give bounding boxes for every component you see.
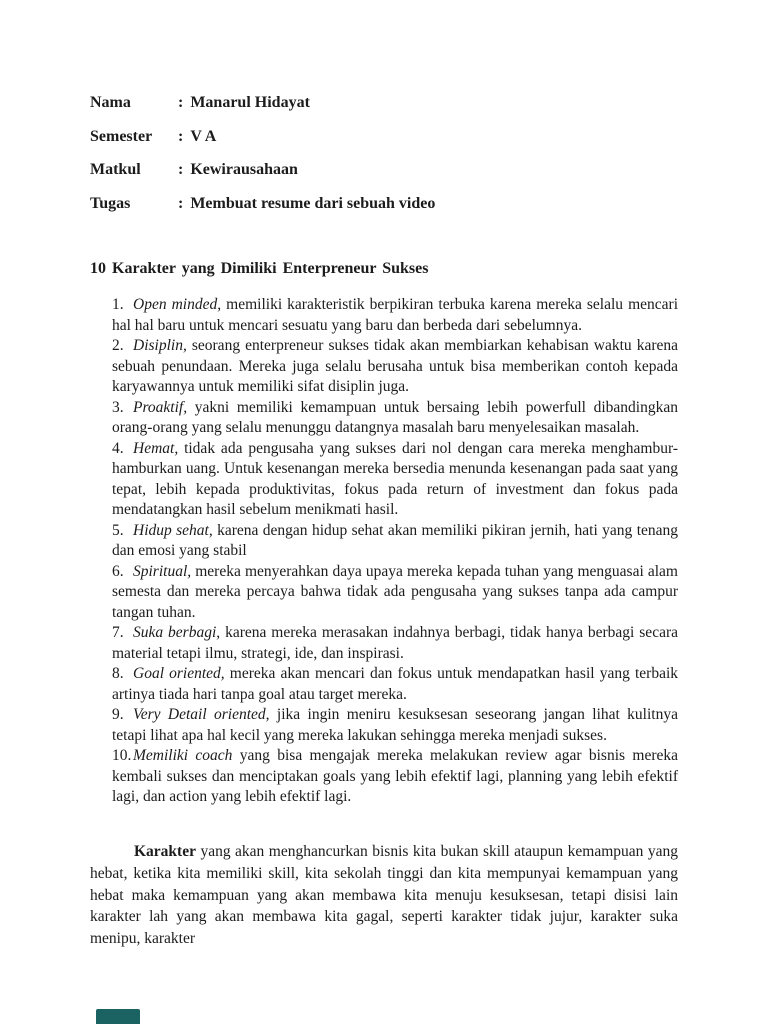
- list-item-lead: Hidup sehat,: [133, 521, 213, 539]
- list-item-number: 4.: [112, 439, 124, 457]
- meta-separator: :: [178, 94, 184, 111]
- list-item-lead: Proaktif,: [133, 398, 188, 416]
- meta-value: Membuat resume dari sebuah video: [190, 194, 436, 212]
- meta-separator: :: [178, 194, 184, 212]
- list-item: [112, 398, 678, 439]
- document-title: 10 Karakter yang Dimiliki Enterpreneur Sukses: [90, 260, 429, 277]
- meta-row-tugas: [90, 195, 435, 212]
- list-item-text: seorang enterpreneur sukses tidak akan membiarkan kehabisan waktu karena sebuah penundaan. Mereka juga selalu berusaha untuk bisa memberikan contoh kepada karyawannya untuk memiliki sifat disiplin juga.: [112, 337, 678, 395]
- meta-value: V A: [190, 127, 217, 145]
- meta-label: Nama: [90, 94, 131, 111]
- list-item-number: 7.: [112, 624, 124, 641]
- list-item-text: mereka akan mencari dan fokus untuk mendapatkan hasil yang terbaik artinya tiada hari tanpa goal atau target mereka.: [112, 665, 678, 703]
- meta-row-semester: [90, 128, 435, 145]
- list-item-text: karena dengan hidup sehat akan memiliki pikiran jernih, hati yang tenang dan emosi yang stabil: [112, 521, 679, 559]
- list-item-number: 5.: [112, 521, 124, 539]
- list-item-number: 3.: [112, 398, 124, 416]
- list-item: [112, 562, 678, 624]
- list-item-number: 1.: [112, 296, 124, 313]
- list-item-number: 9.: [112, 706, 124, 723]
- list-item: [112, 295, 678, 336]
- document-meta: [90, 94, 435, 228]
- list-item-text: yang bisa mengajak mereka melakukan review agar bisnis mereka kembali sukses dan menciptakan goals yang lebih efektif lagi, planning yang lebih efektif lagi, dan action yang lebih efektif lagi.: [112, 747, 678, 805]
- list-item: [112, 705, 678, 746]
- list-item-lead: Hemat,: [133, 439, 179, 457]
- list-item: [112, 521, 678, 562]
- list-item: [112, 746, 678, 808]
- character-list: [112, 295, 678, 808]
- meta-label: Semester: [90, 127, 153, 145]
- list-item-number: 8.: [112, 665, 124, 682]
- list-item-lead: Goal oriented,: [133, 665, 225, 682]
- meta-row-matkul: [90, 161, 435, 178]
- list-item-number: 2.: [112, 337, 124, 354]
- meta-label: Matkul: [90, 161, 141, 178]
- closing-paragraph: [90, 841, 678, 950]
- meta-separator: :: [178, 161, 184, 178]
- list-item-text: yakni memiliki kemampuan untuk bersaing lebih powerfull dibandingkan orang-orang yang selalu menunggu datangnya masalah baru menyelesaikan masalah.: [112, 398, 678, 436]
- list-item: [112, 439, 678, 521]
- closing-lead-word: Karakter: [134, 843, 196, 860]
- list-item-lead: Memiliki coach: [133, 747, 233, 764]
- list-item-lead: Spiritual,: [133, 562, 192, 580]
- list-item-number: 6.: [112, 562, 124, 580]
- meta-value: Manarul Hidayat: [190, 94, 310, 111]
- list-item-text: memiliki karakteristik berpikiran terbuka karena mereka selalu mencari hal hal baru untuk mencari sesuatu yang baru dan berbeda dari sebelumnya.: [112, 296, 679, 334]
- list-item-text: jika ingin meniru kesuksesan seseorang jangan lihat kulitnya tetapi lihat apa hal kecil yang mereka lakukan sehingga mereka menjadi sukses.: [112, 706, 678, 744]
- list-item: [112, 664, 678, 705]
- list-item-lead: Open minded,: [133, 296, 222, 313]
- meta-value: Kewirausahaan: [190, 161, 298, 178]
- meta-label: Tugas: [90, 194, 131, 212]
- list-item: [112, 336, 678, 398]
- meta-row-nama: [90, 94, 435, 111]
- list-item: [112, 623, 678, 664]
- closing-text: yang akan menghancurkan bisnis kita bukan skill ataupun kemampuan yang hebat, ketika kita memiliki skill, kita sekolah tinggi dan kita mempunyai kemampuan yang hebat maka kemampuan yang akan membawa kita menuju kesuksesan, tetapi disisi lain karakter lah yang akan membawa kita gagal, seperti karakter tidak jujur, karakter suka menipu, karakter: [90, 843, 678, 948]
- list-item-lead: Very Detail oriented,: [133, 706, 270, 723]
- list-item-text: karena mereka merasakan indahnya berbagi, tidak hanya berbagi secara material tetapi ilmu, strategi, ide, dan inspirasi.: [112, 624, 678, 662]
- list-item-number: 10.: [112, 747, 132, 764]
- list-item-lead: Suka berbagi,: [133, 624, 221, 641]
- list-item-lead: Disiplin,: [133, 337, 187, 354]
- watermark-bar: [96, 1009, 140, 1024]
- list-item-text: tidak ada pengusaha yang sukses dari nol dengan cara mereka menghambur-hamburkan uang. Untuk kesenangan mereka bersedia menunda kesenangan pada saat yang tepat, lebih kepada produktivitas, fokus pada return of investment dan fokus pada mendatangkan hasil sebelum menikmati hasil.: [112, 439, 678, 518]
- meta-separator: :: [178, 127, 184, 145]
- list-item-text: mereka menyerahkan daya upaya mereka kepada tuhan yang menguasai alam semesta dan mereka percaya bahwa tidak ada pengusaha yang sukses tanpa ada campur tangan tuhan.: [112, 562, 678, 621]
